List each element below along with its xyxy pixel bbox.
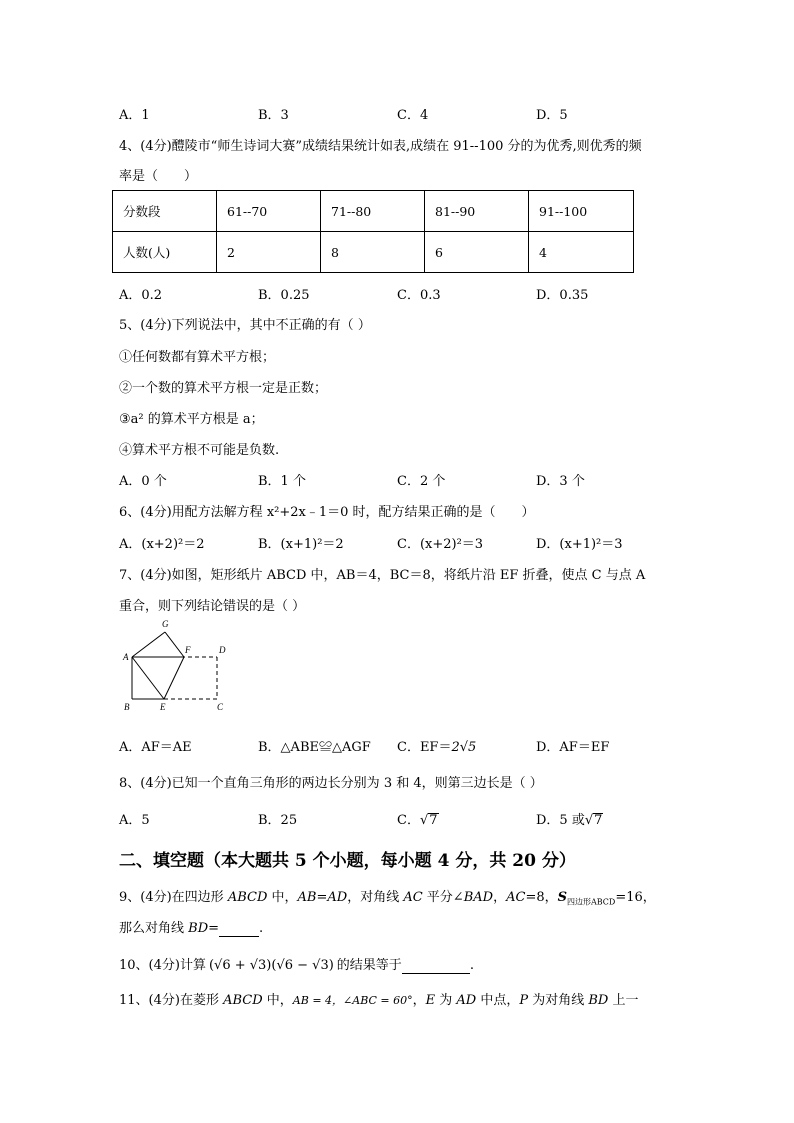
q9-text: 中， <box>267 890 298 905</box>
q10-text: 10、(4分)计算 <box>119 958 206 973</box>
q8-stem: 8、(4分)已知一个直角三角形的两边长分别为 3 和 4，则第三边长是（ ） <box>119 776 543 791</box>
q7-stem-line2: 重合，则下列结论错误的是（ ） <box>119 599 306 614</box>
q11-text: 为 <box>435 993 457 1008</box>
q9-subscript: 四边形ABCD <box>567 897 616 907</box>
q10-text: . <box>469 958 474 973</box>
q4-option-b: B．0.25 <box>258 288 310 303</box>
q8-option-c-radicand: 7 <box>429 813 438 828</box>
answer-blank[interactable] <box>219 921 259 937</box>
table-cell: 6 <box>425 232 529 273</box>
point-label-c: C <box>217 702 224 712</box>
q9-text: =16， <box>615 890 656 905</box>
table-cell: 71--80 <box>321 191 425 232</box>
q9-text: AC <box>506 890 526 905</box>
table-cell: 4 <box>529 232 634 273</box>
table-row <box>113 191 634 232</box>
q9-line2 <box>119 917 263 937</box>
point-label-b: B <box>124 702 130 712</box>
q4-option-c: C．0.3 <box>397 288 441 303</box>
table-cell: 2 <box>217 232 321 273</box>
q11-text: 11、(4分)在菱形 <box>119 993 224 1008</box>
q7-option-c-radical: 2√5 <box>451 740 477 755</box>
q3-option-b: B．3 <box>258 108 289 123</box>
q6-option-c: C．(x+2)²＝3 <box>397 537 484 552</box>
q11-text: E <box>425 993 436 1008</box>
table-cell: 8 <box>321 232 425 273</box>
q9-text: ABCD <box>227 890 268 905</box>
q9-text: AC <box>403 890 423 905</box>
q7-option-c <box>397 736 476 755</box>
q3-option-d: D．5 <box>536 108 568 123</box>
q7-stem-line1: 7、(4分)如图，矩形纸片 ABCD 中，AB＝4，BC＝8，将纸片沿 EF 折叠，使点 C 与点 A <box>119 568 646 583</box>
q8-option-c-label: C． <box>397 813 420 828</box>
q8-option-d <box>536 809 603 828</box>
q7-option-d: D．AF＝EF <box>536 740 610 755</box>
point-label-e: E <box>160 702 166 712</box>
q6-option-a: A．(x+2)²＝2 <box>119 537 205 552</box>
q6-stem: 6、(4分)用配方法解方程 x²+2x﹣1＝0 时，配方结果正确的是（ ） <box>119 505 535 520</box>
q5-option-c: C．2 个 <box>397 474 446 489</box>
q9-line1 <box>119 886 656 908</box>
point-label-g: G <box>162 619 169 629</box>
section-title: 二、填空题（本大题共 5 个小题，每小题 4 分，共 20 分） <box>119 851 576 871</box>
sqrt-symbol: √ <box>584 813 594 828</box>
q4-stem-line2: 率是（ ） <box>119 169 198 184</box>
q5-option-b: B．1 个 <box>258 474 306 489</box>
q9-text: BD <box>188 921 209 936</box>
q5-option-a: A．0 个 <box>119 474 167 489</box>
q10-text: 的结果等于 <box>336 958 402 973</box>
table-cell: 分数段 <box>113 191 217 232</box>
q11-text: AB = 4，∠ABC = 60° <box>292 994 413 1007</box>
q5-item-1: ①任何数都有算术平方根； <box>119 350 276 365</box>
q9-text: =8， <box>525 890 558 905</box>
q5-item-4: ④算术平方根不可能是负数. <box>119 443 280 458</box>
q11-text: BD <box>588 993 609 1008</box>
q9-text: ， <box>493 890 507 905</box>
q7-option-c-label: C．EF＝ <box>397 740 452 755</box>
q4-stem-line1: 4、(4分)醴陵市“师生诗词大赛”成绩结果统计如表,成绩在 91--100 分的为优秀,则优秀的频 <box>119 139 642 154</box>
table-cell: 81--90 <box>425 191 529 232</box>
q6-option-b: B．(x+1)²＝2 <box>258 537 344 552</box>
q11-text: ， <box>412 993 426 1008</box>
q9-text: S <box>557 890 567 905</box>
q4-option-a: A．0.2 <box>119 288 163 303</box>
q8-option-b: B．25 <box>258 813 298 828</box>
q11-text: P <box>519 993 529 1008</box>
q8-option-d-radicand: 7 <box>594 813 603 828</box>
q6-option-d: D．(x+1)²＝3 <box>536 537 623 552</box>
q11-text: ABCD <box>223 993 263 1008</box>
q11-text: AD <box>456 993 477 1008</box>
q8-option-a: A．5 <box>119 813 150 828</box>
answer-blank[interactable] <box>402 958 470 974</box>
q10-expression: (√6 + √3)(√6 − √3) <box>208 958 334 973</box>
q8-option-c <box>397 809 439 828</box>
q5-stem: 5、(4分)下列说法中，其中不正确的有（ ） <box>119 318 371 333</box>
point-label-d: D <box>219 645 226 655</box>
q9-text: 那么对角线 <box>119 921 189 936</box>
fold-rectangle-figure <box>115 615 240 715</box>
sqrt-symbol: √ <box>419 813 429 828</box>
q7-option-b: B．△ABE≌△AGF <box>258 740 371 755</box>
q3-option-c: C．4 <box>397 108 429 123</box>
q3-option-a: A．1 <box>119 108 150 123</box>
q9-text: BAD <box>463 890 494 905</box>
q4-option-d: D．0.35 <box>536 288 589 303</box>
q5-item-2: ②一个数的算术平方根一定是正数； <box>119 381 328 396</box>
score-table <box>112 190 634 273</box>
q11-text: 中， <box>262 993 293 1008</box>
q9-text: AB=AD <box>297 890 348 905</box>
q11-text: 为对角线 <box>528 993 589 1008</box>
table-cell: 91--100 <box>529 191 634 232</box>
q11-line <box>119 989 638 1008</box>
table-cell: 61--70 <box>217 191 321 232</box>
q5-item-3: ③a² 的算术平方根是 a； <box>119 412 264 427</box>
q9-text: 平分∠ <box>422 890 464 905</box>
point-label-f: F <box>185 645 191 655</box>
q10-line <box>119 954 474 974</box>
q9-text: . <box>259 921 264 936</box>
q11-text: 中点， <box>476 993 520 1008</box>
q7-option-a: A．AF＝AE <box>119 740 192 755</box>
table-cell: 人数(人) <box>113 232 217 273</box>
table-row <box>113 232 634 273</box>
q9-text: 9、(4分)在四边形 <box>119 890 228 905</box>
point-label-a: A <box>123 652 129 662</box>
q9-text: = <box>208 921 220 936</box>
q5-option-d: D．3 个 <box>536 474 585 489</box>
q8-option-d-label: D．5 或 <box>536 813 585 828</box>
q11-text: 上一 <box>608 993 639 1008</box>
q9-text: ，对角线 <box>347 890 404 905</box>
